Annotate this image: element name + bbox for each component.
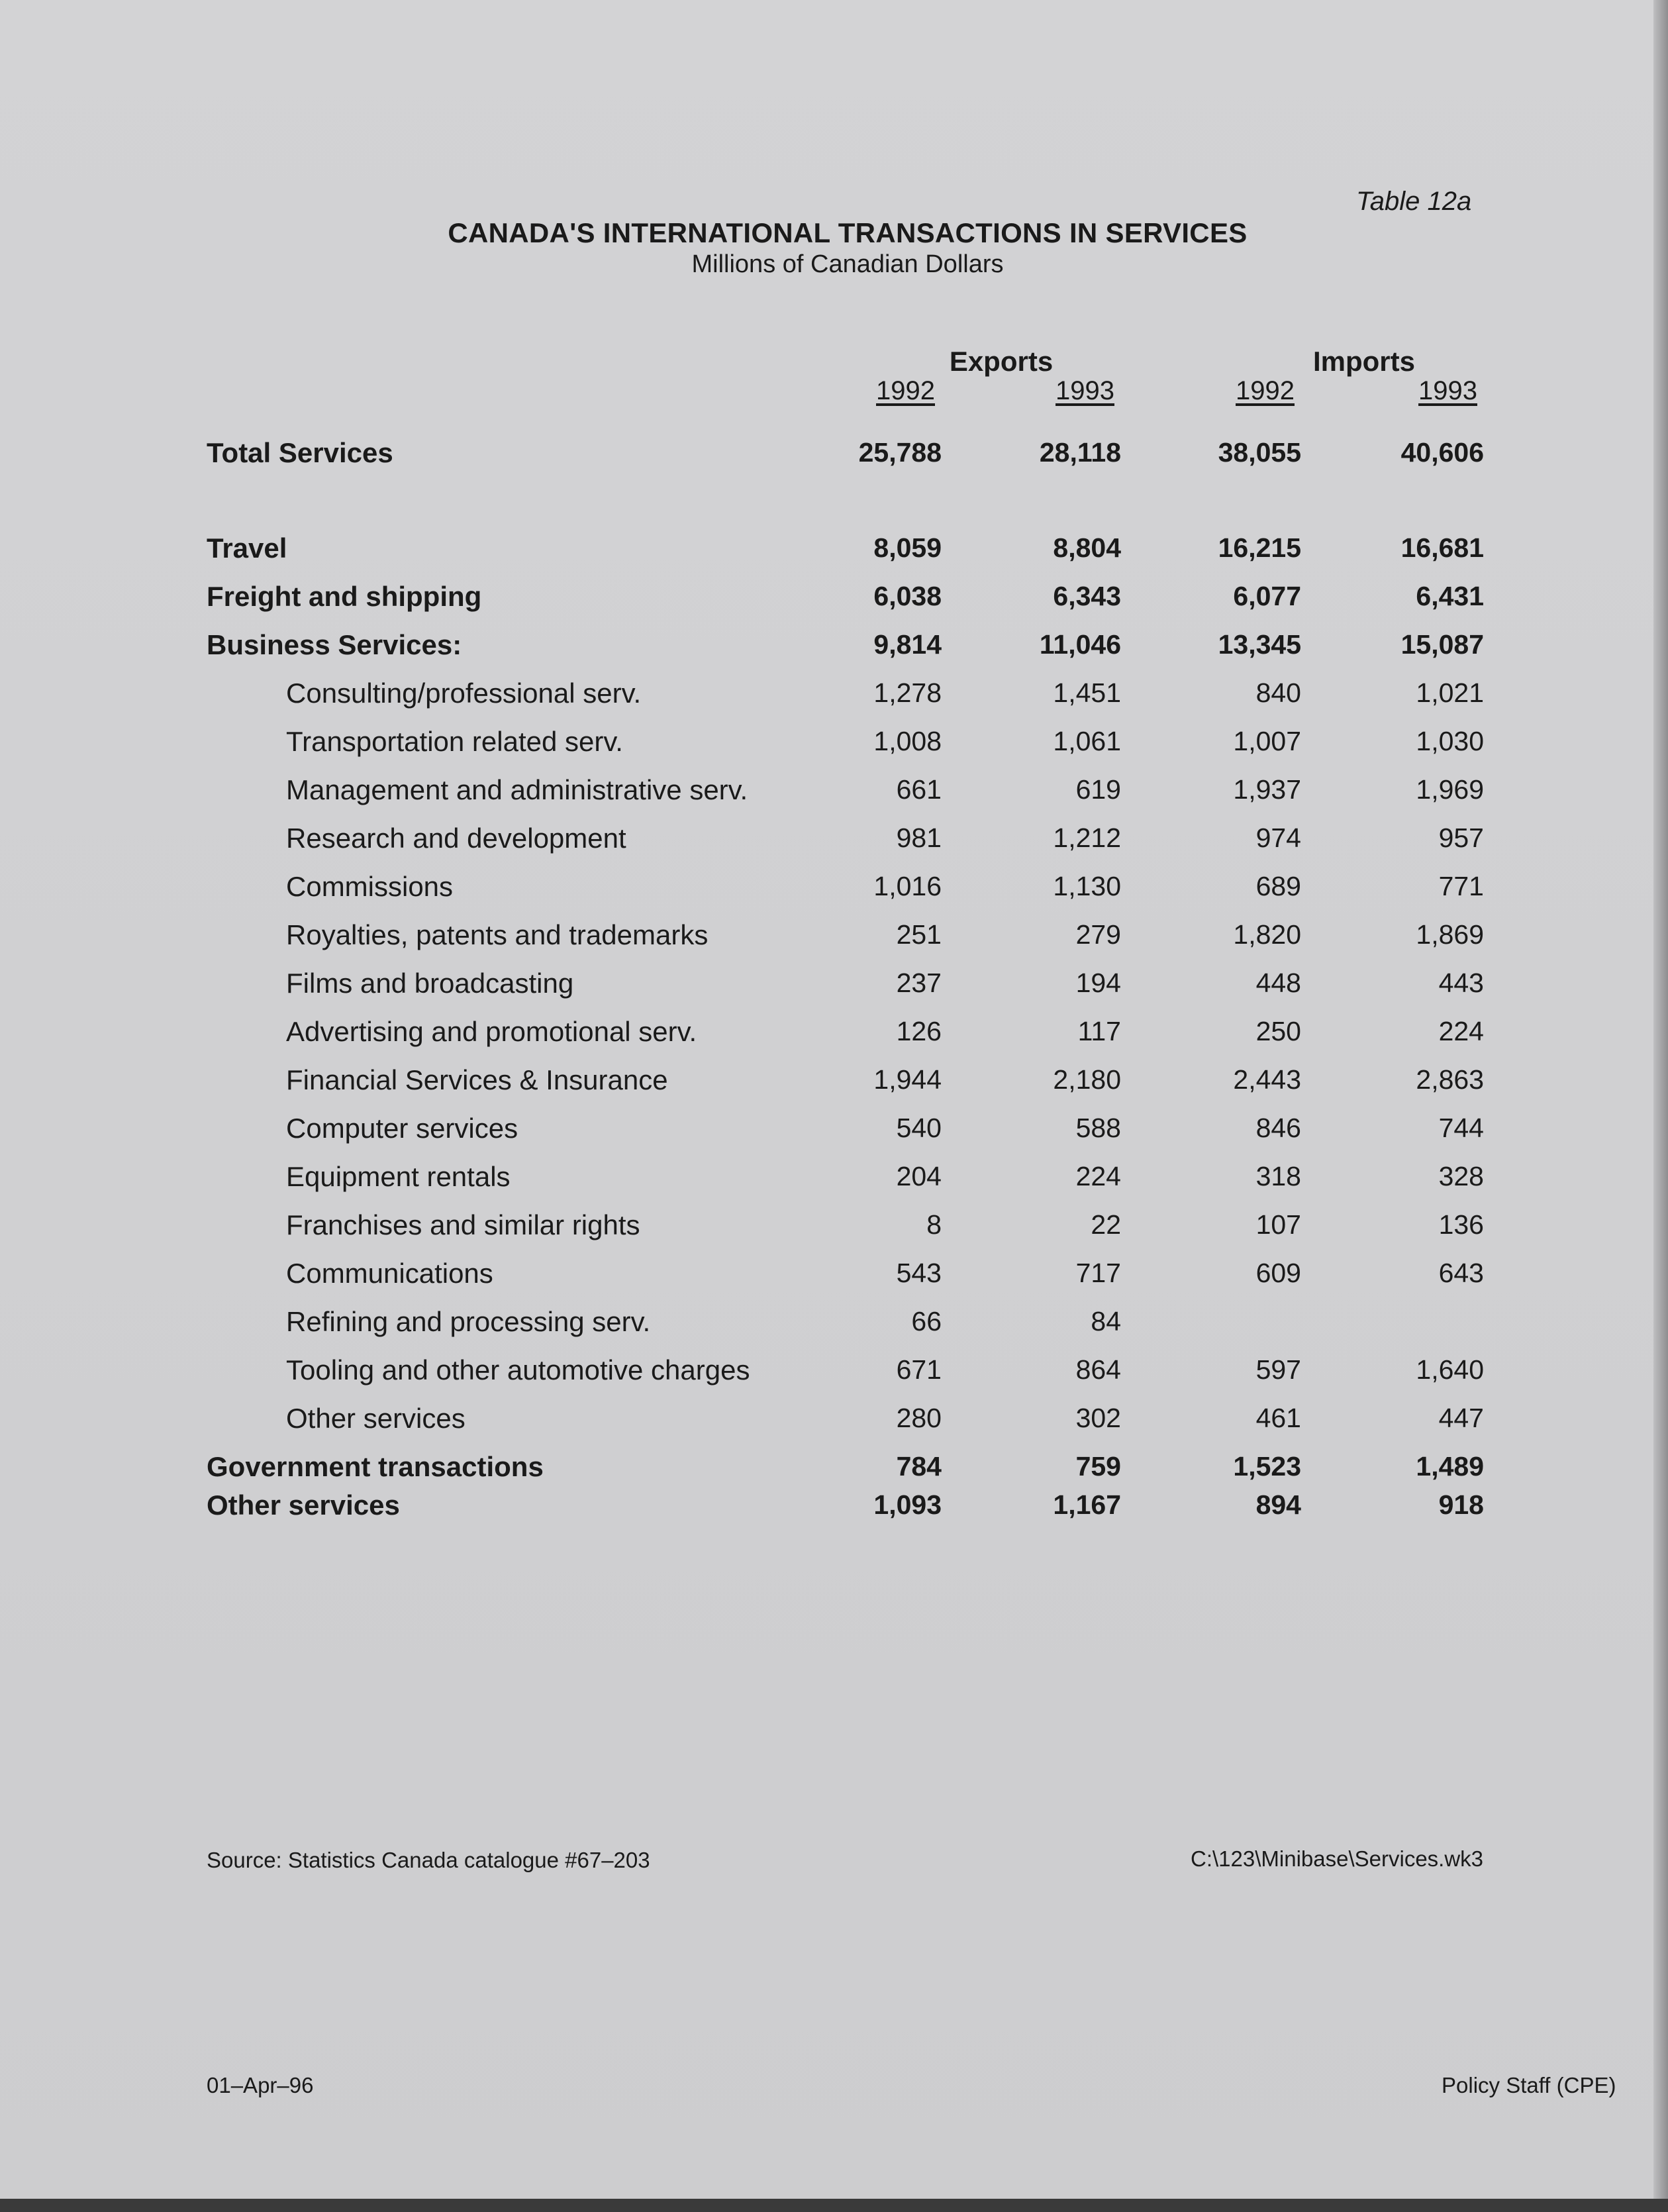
table-row <box>0 1306 1668 1346</box>
row-value: 619 <box>1075 774 1121 805</box>
row-value: 443 <box>1438 968 1484 998</box>
table-row <box>0 871 1668 911</box>
row-value: 11,046 <box>1039 629 1121 660</box>
table-row <box>0 1064 1668 1104</box>
row-value: 107 <box>1255 1209 1301 1240</box>
row-value: 1,021 <box>1416 678 1484 708</box>
row-label: Commissions <box>286 871 454 902</box>
row-value: 543 <box>896 1258 942 1288</box>
row-value: 15,087 <box>1400 629 1484 660</box>
imports-header: Imports <box>1312 346 1415 377</box>
row-value: 126 <box>896 1016 942 1046</box>
row-value: 1,937 <box>1233 774 1301 805</box>
row-value: 461 <box>1255 1403 1301 1433</box>
row-label: Computer services <box>286 1113 518 1144</box>
row-label: Films and broadcasting <box>286 968 574 999</box>
row-value: 9,814 <box>873 629 942 660</box>
row-value: 16,681 <box>1400 532 1484 563</box>
row-value: 1,278 <box>873 678 942 708</box>
row-value: 597 <box>1255 1354 1301 1385</box>
row-value: 1,167 <box>1053 1489 1121 1520</box>
row-value: 194 <box>1075 968 1121 998</box>
row-value: 66 <box>911 1306 942 1336</box>
row-value: 237 <box>896 968 942 998</box>
row-value: 40,606 <box>1400 437 1484 468</box>
table-row <box>0 919 1668 959</box>
row-value: 136 <box>1438 1209 1484 1240</box>
year-header-exports-1993: 1993 <box>1055 376 1114 405</box>
row-value: 318 <box>1255 1161 1301 1191</box>
row-label: Freight and shipping <box>207 581 482 612</box>
row-value: 84 <box>1091 1306 1121 1336</box>
row-value: 13,345 <box>1218 629 1301 660</box>
row-value: 6,038 <box>873 581 942 611</box>
row-value: 224 <box>1438 1016 1484 1046</box>
row-value: 117 <box>1077 1016 1121 1046</box>
row-value: 6,431 <box>1416 581 1484 611</box>
row-value: 22 <box>1091 1209 1121 1240</box>
row-value: 2,863 <box>1416 1064 1484 1095</box>
row-value: 204 <box>896 1161 942 1191</box>
row-value: 25,788 <box>858 437 942 468</box>
row-label: Business Services: <box>207 629 462 660</box>
row-value: 661 <box>896 774 942 805</box>
year-header-exports-1992: 1992 <box>876 376 935 405</box>
row-label: Refining and processing serv. <box>286 1306 651 1337</box>
row-value: 1,212 <box>1053 823 1121 853</box>
row-value: 643 <box>1438 1258 1484 1288</box>
table-row <box>0 1161 1668 1201</box>
row-value: 540 <box>896 1113 942 1143</box>
row-value: 981 <box>896 823 942 853</box>
row-label: Total Services <box>207 437 393 468</box>
print-date: 01–Apr–96 <box>207 2073 314 2097</box>
row-label: Government transactions <box>207 1451 544 1482</box>
row-value: 1,869 <box>1416 919 1484 950</box>
table-row <box>0 726 1668 766</box>
table-row <box>0 581 1668 621</box>
row-value: 279 <box>1075 919 1121 950</box>
row-value: 1,944 <box>873 1064 942 1095</box>
row-label: Financial Services & Insurance <box>286 1064 668 1095</box>
row-value: 1,523 <box>1233 1451 1301 1482</box>
row-value: 1,061 <box>1053 726 1121 756</box>
table-number: Table 12a <box>1356 187 1472 216</box>
row-value: 846 <box>1255 1113 1301 1143</box>
page-subtitle: Millions of Canadian Dollars <box>691 250 1004 278</box>
exports-header: Exports <box>949 346 1054 377</box>
row-value: 1,008 <box>873 726 942 756</box>
row-label: Other services <box>207 1489 400 1521</box>
row-label: Tooling and other automotive charges <box>286 1354 750 1385</box>
page-title: CANADA'S INTERNATIONAL TRANSACTIONS IN SERVICES <box>448 217 1248 248</box>
table-row <box>0 678 1668 717</box>
row-value: 771 <box>1438 871 1484 901</box>
year-header-imports-1993: 1993 <box>1418 376 1477 405</box>
year-header-imports-1992: 1992 <box>1236 376 1295 405</box>
table-row <box>0 1451 1668 1491</box>
row-value: 8,059 <box>873 532 942 563</box>
table-row <box>0 968 1668 1007</box>
table-row <box>0 1113 1668 1152</box>
file-path: C:\123\Minibase\Services.wk3 <box>1191 1846 1484 1871</box>
row-value: 1,640 <box>1416 1354 1484 1385</box>
row-value: 8 <box>926 1209 942 1240</box>
row-label: Research and development <box>286 823 626 854</box>
row-value: 6,077 <box>1233 581 1301 611</box>
row-label: Consulting/professional serv. <box>286 678 642 709</box>
row-value: 744 <box>1438 1113 1484 1143</box>
row-value: 328 <box>1438 1161 1484 1191</box>
row-value: 1,969 <box>1416 774 1484 805</box>
row-label: Equipment rentals <box>286 1161 511 1192</box>
row-value: 957 <box>1438 823 1484 853</box>
row-value: 1,451 <box>1053 678 1121 708</box>
row-value: 588 <box>1075 1113 1121 1143</box>
row-value: 1,093 <box>873 1489 942 1520</box>
row-value: 280 <box>896 1403 942 1433</box>
row-value: 1,130 <box>1053 871 1121 901</box>
row-label: Management and administrative serv. <box>286 774 748 805</box>
row-value: 224 <box>1075 1161 1121 1191</box>
row-label: Advertising and promotional serv. <box>286 1016 697 1047</box>
row-label: Transportation related serv. <box>286 726 623 757</box>
row-value: 717 <box>1075 1258 1121 1288</box>
row-value: 8,804 <box>1053 532 1121 563</box>
row-value: 302 <box>1075 1403 1121 1433</box>
row-value: 16,215 <box>1218 532 1301 563</box>
row-value: 1,016 <box>873 871 942 901</box>
table-row <box>0 823 1668 862</box>
row-value: 784 <box>896 1451 942 1482</box>
page-edge-shadow <box>1653 0 1668 2212</box>
row-value: 28,118 <box>1039 437 1121 468</box>
row-value: 840 <box>1255 678 1301 708</box>
row-value: 894 <box>1255 1489 1301 1520</box>
row-value: 38,055 <box>1218 437 1301 468</box>
row-value: 447 <box>1438 1403 1484 1433</box>
table-row <box>0 437 1668 477</box>
table-row <box>0 1209 1668 1249</box>
scan-bottom-border <box>0 2199 1668 2212</box>
row-value: 1,820 <box>1233 919 1301 950</box>
table-row <box>0 774 1668 814</box>
row-value: 918 <box>1438 1489 1484 1520</box>
row-value: 6,343 <box>1053 581 1121 611</box>
row-value: 2,443 <box>1233 1064 1301 1095</box>
row-value: 609 <box>1255 1258 1301 1288</box>
row-value: 974 <box>1255 823 1301 853</box>
row-value: 251 <box>896 919 942 950</box>
row-value: 448 <box>1255 968 1301 998</box>
row-value: 1,489 <box>1416 1451 1484 1482</box>
row-value: 671 <box>896 1354 942 1385</box>
row-value: 759 <box>1075 1451 1121 1482</box>
row-label: Franchises and similar rights <box>286 1209 640 1240</box>
row-label: Travel <box>207 532 287 564</box>
row-value: 2,180 <box>1053 1064 1121 1095</box>
table-row <box>0 1016 1668 1056</box>
author-credit: Policy Staff (CPE) <box>1442 2073 1616 2097</box>
row-label: Communications <box>286 1258 493 1289</box>
table-row <box>0 1403 1668 1442</box>
row-label: Royalties, patents and trademarks <box>286 919 709 950</box>
row-value: 689 <box>1255 871 1301 901</box>
row-value: 864 <box>1075 1354 1121 1385</box>
row-label: Other services <box>286 1403 466 1434</box>
table-row <box>0 1354 1668 1394</box>
row-value: 250 <box>1255 1016 1301 1046</box>
table-row <box>0 629 1668 669</box>
row-value: 1,007 <box>1233 726 1301 756</box>
table-row <box>0 1258 1668 1297</box>
table-row <box>0 1489 1668 1529</box>
table-row <box>0 532 1668 572</box>
row-value: 1,030 <box>1416 726 1484 756</box>
source-note: Source: Statistics Canada catalogue #67–203 <box>207 1848 650 1872</box>
